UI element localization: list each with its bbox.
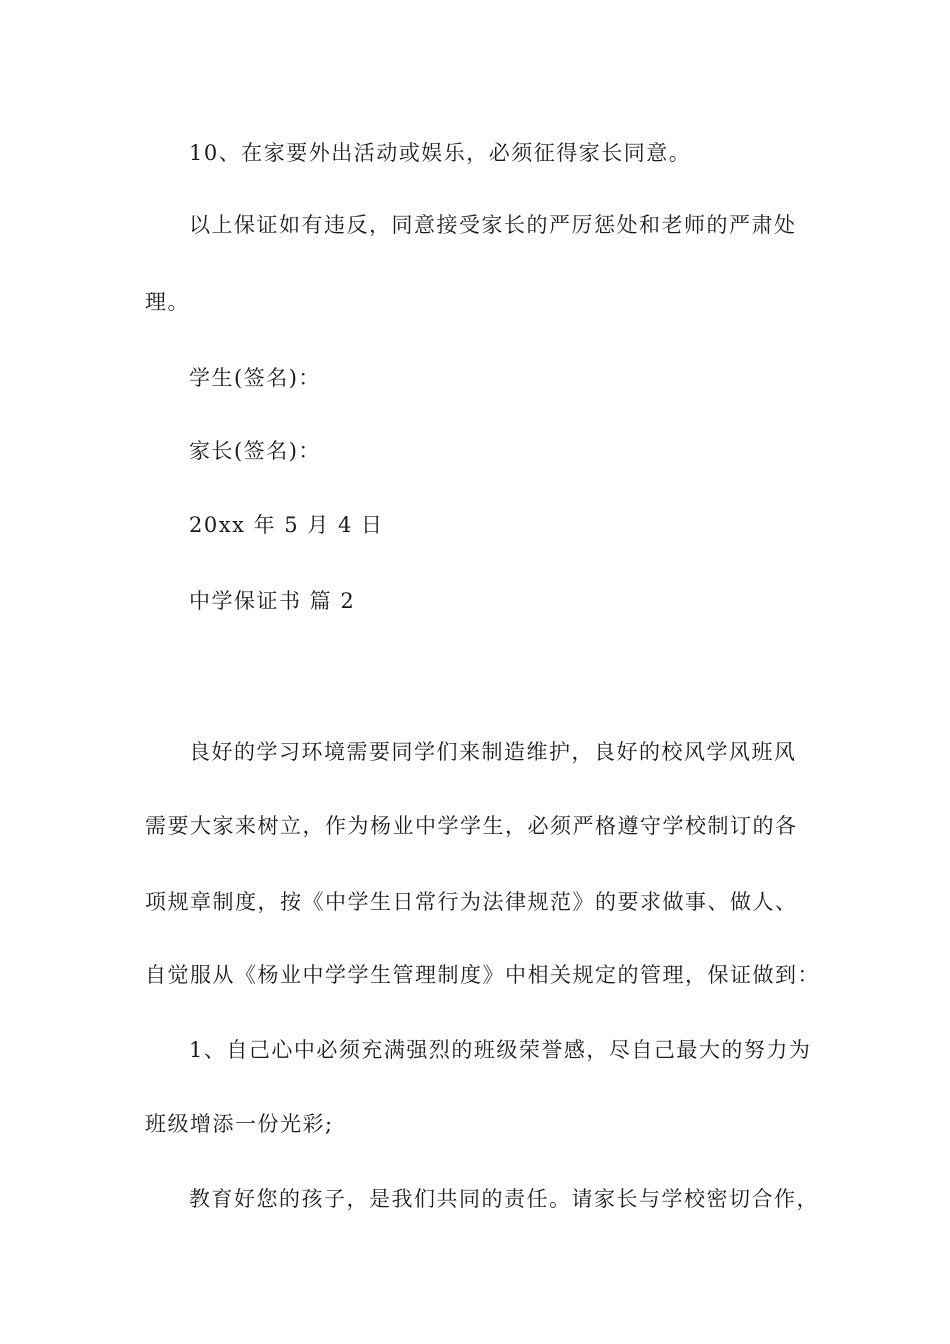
section-heading: 中学保证书 篇 2 <box>189 589 356 613</box>
parent-signature-line: 家长(签名)： <box>189 439 321 463</box>
pledge-item-1-line-1: 1、自己心中必须充满强烈的班级荣誉感，尽自己最大的努力为 <box>189 1038 812 1062</box>
pledge-item-1-line-2: 班级增添一份光彩; <box>145 1112 334 1136</box>
violation-clause-line-1: 以上保证如有违反，同意接受家长的严厉惩处和老师的严肃处 <box>189 213 797 237</box>
student-signature-line: 学生(签名)： <box>189 366 321 390</box>
date-line: 20xx 年 5 月 4 日 <box>189 513 384 537</box>
intro-paragraph-line-3: 项规章制度，按《中学生日常行为法律规范》的要求做事、做人、 <box>145 890 798 914</box>
rule-item-10: 10、在家要外出活动或娱乐，必须征得家长同意。 <box>189 141 692 165</box>
violation-clause-line-2: 理。 <box>145 290 190 314</box>
parent-note-line: 教育好您的孩子，是我们共同的责任。请家长与学校密切合作， <box>189 1187 819 1211</box>
intro-paragraph-line-1: 良好的学习环境需要同学们来制造维护，良好的校风学风班风 <box>189 740 797 764</box>
intro-paragraph-line-2: 需要大家来树立，作为杨业中学学生，必须严格遵守学校制订的各 <box>145 814 798 838</box>
intro-paragraph-line-4: 自觉服从《杨业中学学生管理制度》中相关规定的管理，保证做到： <box>145 963 820 987</box>
